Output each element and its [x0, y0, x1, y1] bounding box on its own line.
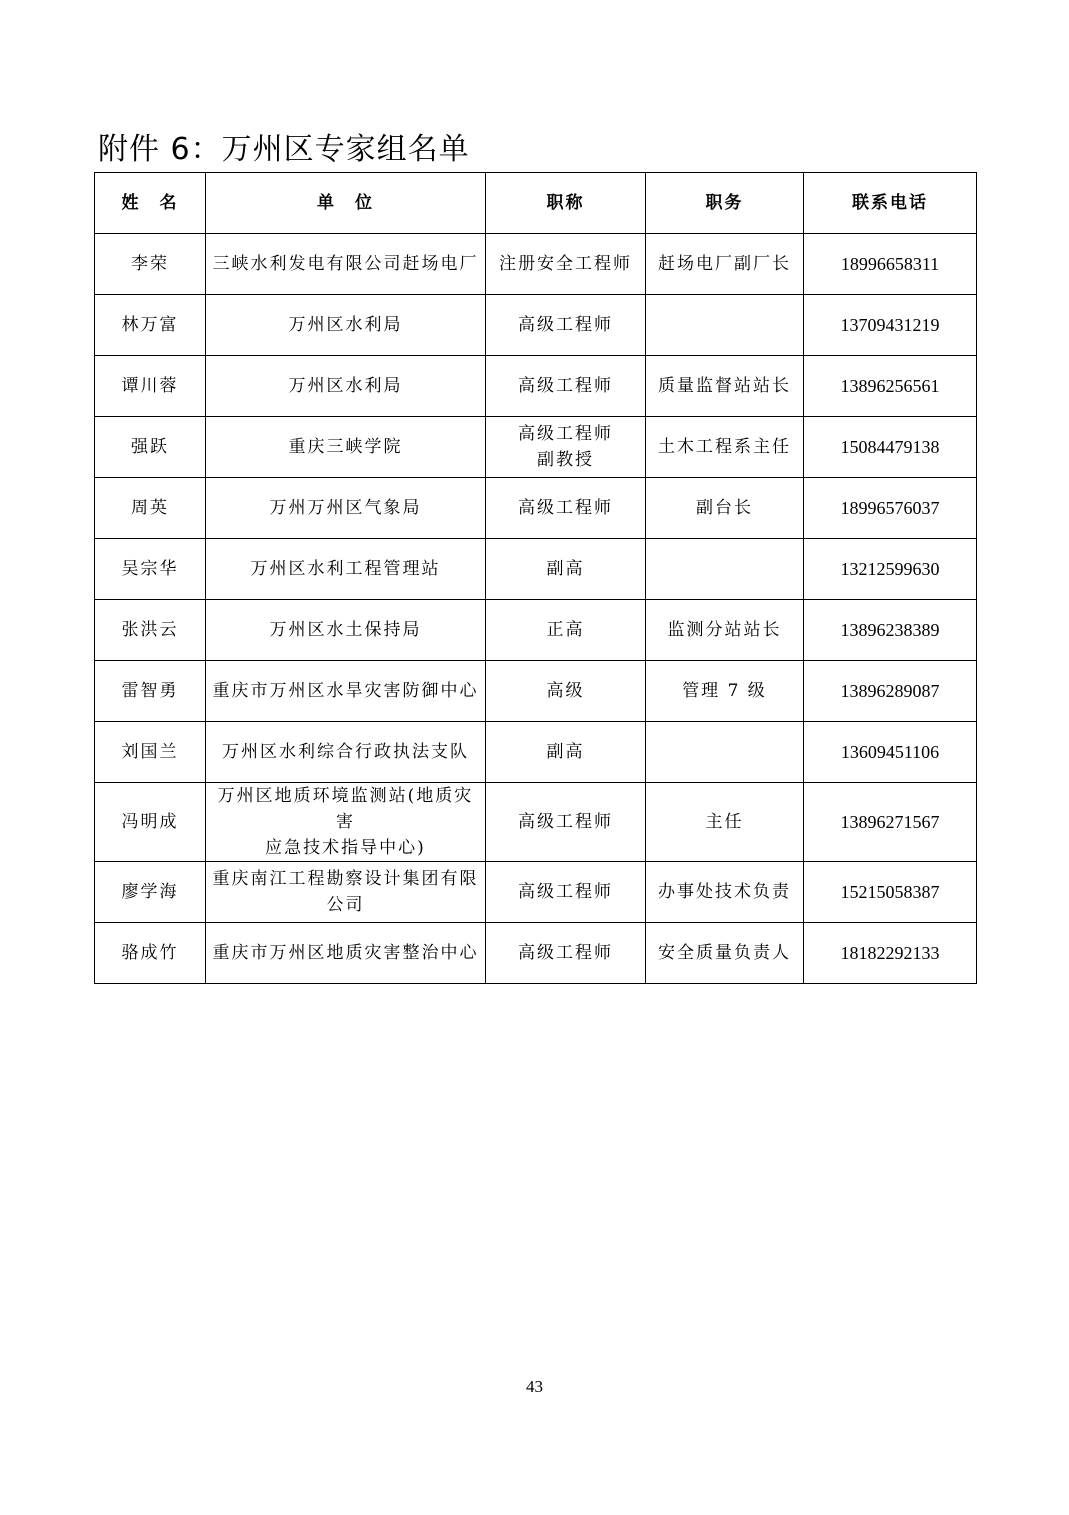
cell-position: 安全质量负责人 — [646, 923, 804, 984]
cell-title-line: 高级工程师 — [518, 376, 613, 396]
cell-unit-line: 重庆三峡学院 — [288, 437, 403, 457]
cell-title-line: 高级工程师 — [518, 315, 613, 335]
cell-unit-line: 万州区水利工程管理站 — [250, 559, 441, 579]
cell-title — [486, 356, 646, 417]
cell-title-line: 高级 — [546, 681, 585, 701]
cell-unit — [206, 722, 486, 783]
table-body — [95, 234, 977, 984]
table-row — [95, 417, 977, 478]
cell-name: 强跃 — [95, 417, 206, 478]
cell-unit — [206, 356, 486, 417]
table-row — [95, 539, 977, 600]
cell-phone: 15215058387 — [804, 862, 977, 923]
header-title: 职称 — [486, 173, 646, 234]
header-name: 姓 名 — [95, 173, 206, 234]
table-row — [95, 234, 977, 295]
cell-unit — [206, 923, 486, 984]
cell-phone: 13896256561 — [804, 356, 977, 417]
cell-title — [486, 722, 646, 783]
cell-title — [486, 417, 646, 478]
cell-title-line: 高级工程师 — [518, 424, 613, 444]
cell-title-line: 副高 — [546, 559, 585, 579]
cell-unit-line: 万州区水利综合行政执法支队 — [222, 742, 469, 762]
cell-position: 管理 7 级 — [646, 661, 804, 722]
cell-name: 李荣 — [95, 234, 206, 295]
cell-unit-line: 重庆南江工程勘察设计集团有限 — [212, 869, 479, 889]
cell-position: 副台长 — [646, 478, 804, 539]
cell-title — [486, 234, 646, 295]
cell-phone: 13896238389 — [804, 600, 977, 661]
cell-position — [646, 539, 804, 600]
cell-title — [486, 295, 646, 356]
cell-unit-line: 万州万州区气象局 — [269, 498, 422, 518]
cell-name: 雷智勇 — [95, 661, 206, 722]
cell-title — [486, 923, 646, 984]
cell-unit-line: 重庆市万州区水旱灾害防御中心 — [212, 681, 479, 701]
cell-unit-line: 重庆市万州区地质灾害整治中心 — [212, 943, 479, 963]
cell-title — [486, 600, 646, 661]
cell-unit-line: 万州区水土保持局 — [269, 620, 422, 640]
document-title: 附件 6：万州区专家组名单 — [98, 132, 470, 167]
header-position: 职务 — [646, 173, 804, 234]
cell-position: 土木工程系主任 — [646, 417, 804, 478]
cell-unit-line: 三峡水利发电有限公司赶场电厂 — [212, 254, 479, 274]
cell-position: 主任 — [646, 783, 804, 862]
expert-roster-table — [94, 172, 977, 984]
cell-phone: 13609451106 — [804, 722, 977, 783]
cell-title-line: 高级工程师 — [518, 812, 613, 832]
cell-name: 谭川蓉 — [95, 356, 206, 417]
cell-phone: 18182292133 — [804, 923, 977, 984]
cell-unit — [206, 295, 486, 356]
cell-title-line: 注册安全工程师 — [499, 254, 632, 274]
cell-title — [486, 539, 646, 600]
cell-position: 质量监督站站长 — [646, 356, 804, 417]
cell-phone: 13896271567 — [804, 783, 977, 862]
cell-position: 监测分站站长 — [646, 600, 804, 661]
table-row — [95, 600, 977, 661]
table-row — [95, 783, 977, 862]
cell-title-line: 高级工程师 — [518, 943, 613, 963]
cell-title-line: 正高 — [546, 620, 585, 640]
header-row — [95, 173, 977, 234]
table-row — [95, 862, 977, 923]
table-row — [95, 295, 977, 356]
cell-unit — [206, 478, 486, 539]
table-row — [95, 923, 977, 984]
cell-title — [486, 478, 646, 539]
cell-unit — [206, 234, 486, 295]
cell-unit — [206, 539, 486, 600]
header-phone: 联系电话 — [804, 173, 977, 234]
cell-name: 吴宗华 — [95, 539, 206, 600]
cell-unit — [206, 661, 486, 722]
cell-phone: 18996658311 — [804, 234, 977, 295]
cell-name: 林万富 — [95, 295, 206, 356]
cell-name: 冯明成 — [95, 783, 206, 862]
table-row — [95, 478, 977, 539]
table-row — [95, 722, 977, 783]
cell-name: 骆成竹 — [95, 923, 206, 984]
cell-phone: 18996576037 — [804, 478, 977, 539]
cell-title — [486, 783, 646, 862]
table-header — [95, 173, 977, 234]
cell-position: 办事处技术负责 — [646, 862, 804, 923]
cell-phone: 15084479138 — [804, 417, 977, 478]
cell-title-line: 高级工程师 — [518, 882, 613, 902]
cell-title-line: 副高 — [546, 742, 585, 762]
cell-phone: 13212599630 — [804, 539, 977, 600]
table-row — [95, 661, 977, 722]
header-unit: 单 位 — [206, 173, 486, 234]
page-number: 43 — [526, 1377, 543, 1396]
cell-phone: 13896289087 — [804, 661, 977, 722]
cell-name: 廖学海 — [95, 862, 206, 923]
cell-title-line: 副教授 — [537, 450, 594, 470]
cell-title — [486, 862, 646, 923]
cell-position: 赶场电厂副厂长 — [646, 234, 804, 295]
cell-unit-line: 公司 — [326, 895, 365, 915]
cell-title — [486, 661, 646, 722]
cell-unit-line: 应急技术指导中心) — [265, 838, 426, 858]
cell-name: 张洪云 — [95, 600, 206, 661]
cell-phone: 13709431219 — [804, 295, 977, 356]
cell-unit — [206, 417, 486, 478]
cell-name: 刘国兰 — [95, 722, 206, 783]
cell-position — [646, 295, 804, 356]
cell-unit — [206, 862, 486, 923]
cell-unit-line: 万州区地质环境监测站(地质灾害 — [217, 786, 474, 832]
cell-unit — [206, 600, 486, 661]
cell-name: 周英 — [95, 478, 206, 539]
table-row — [95, 356, 977, 417]
cell-unit-line: 万州区水利局 — [288, 376, 403, 396]
cell-title-line: 高级工程师 — [518, 498, 613, 518]
cell-unit-line: 万州区水利局 — [288, 315, 403, 335]
cell-unit — [206, 783, 486, 862]
cell-position — [646, 722, 804, 783]
